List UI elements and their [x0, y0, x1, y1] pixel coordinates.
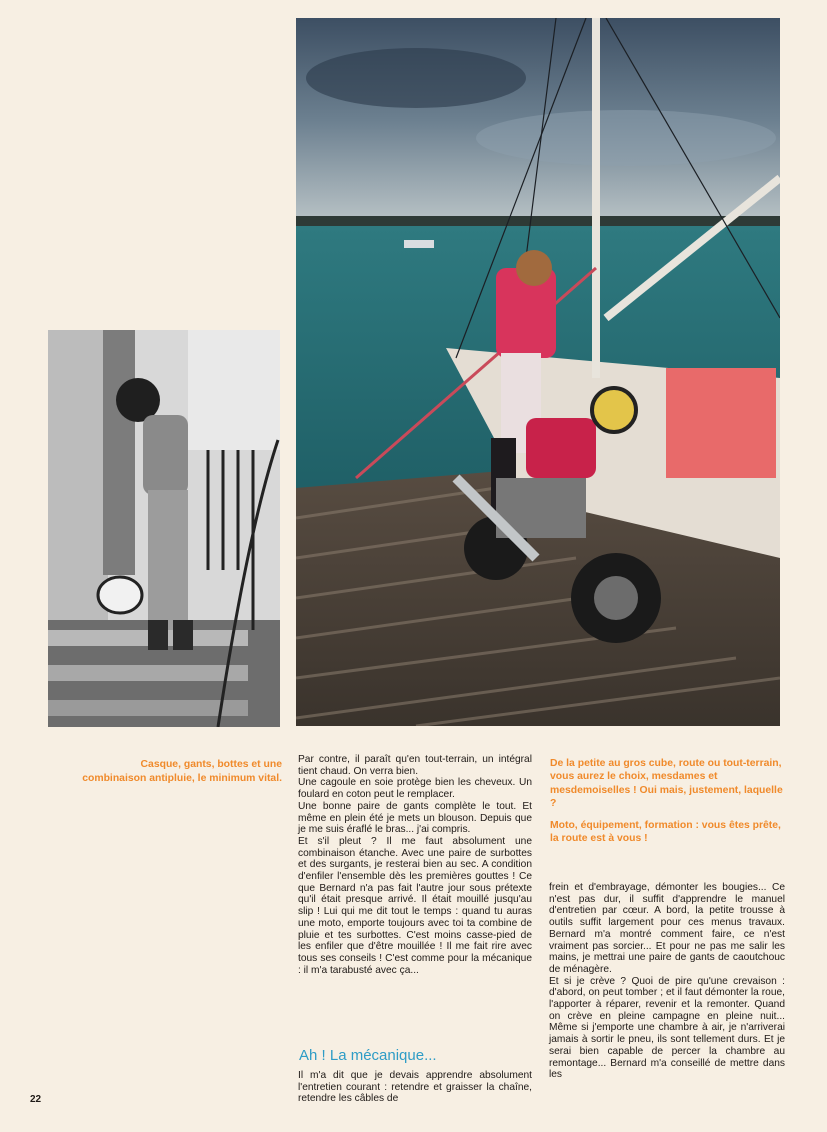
article-column-1 [298, 754, 532, 976]
tagline-text: Moto, équipement, formation : vous êtes prête, la route est à vous ! [550, 820, 781, 845]
paragraph: Par contre, il paraît qu'en tout-terrain, un intégral tient chaud. On verra bien. [298, 754, 532, 777]
paragraph: Et s'il pleut ? Il me faut absolument une combinaison étanche. Avec une paire de surbottes et des surgants, je resterai bien au sec. A condition d'enfiler l'ensemble dès les premières gouttes ! Ce que Bernard n'a pas fait l'autre jour sous prétexte qu'il était presque arrivé. Il était mouillé jusqu'au slip ! Lui qui me dit tout le temps : quand tu auras une moto, emporte toujours avec toi ta combine de pluie et tes surbottes. C'est moins casse-pied de les enfiler que d'être mouillée ! Il me fait rire avec tous ses conseils ! C'est comme pour la mécanique : il m'a tarabusté avec ça... [298, 835, 532, 976]
intro-text: De la petite au gros cube, route ou tout-terrain, vous aurez le choix, mesdames et mesdemoiselles ! Oui mais, justement, laquelle ? [550, 758, 783, 809]
paragraph: Il m'a dit que je devais apprendre absolument l'entretien courant : retendre et graisser la chaîne, retendre les câbles de [298, 1070, 532, 1105]
rider-on-steps-photo [48, 330, 280, 727]
article-column-2 [549, 882, 785, 1081]
section-heading: Ah ! La mécanique... [299, 1047, 437, 1064]
paragraph: Et si je crève ? Quoi de pire qu'une crevaison : d'abord, on peut tomber ; et il faut démonter la roue, l'apporter à réparer, revenir et la remonter. Quand on crève en pleine campagne en pleine nuit... Même si j'emporte une chambre à air, je n'arriverai jamais à sortir le pneu, ils sont tellement durs. Et je serai bien capable de percer la chambre au remontage... Bernard m'a conseillé de mettre dans les [549, 975, 785, 1081]
motorcycle-photo-illustration [296, 18, 780, 726]
paragraph: Une bonne paire de gants complète le tout. Et même en plein été je mets un blouson. Depuis que je me suis éraflé le bras... j'ai compris. [298, 800, 532, 836]
paragraph: Une cagoule en soie protège bien les cheveux. Un foulard en coton peut le remplacer. [298, 777, 532, 801]
photo-caption: Casque, gants, bottes et une combinaison antipluie, le minimum vital. [82, 759, 282, 784]
paragraph: frein et d'embrayage, démonter les bougies... Ce n'est pas dur, il suffit d'apprendre le manuel d'entretien par cœur. A bord, la petite trousse à outils suffit largement pour ces menus travaux. Bernard m'a montré comment faire, ce n'est vraiment pas sorcier... Et pour ne pas me salir les mains, je mettrai une paire de gants de caoutchouc de ménagère. [549, 882, 785, 975]
article-column-1-continued [298, 1070, 532, 1105]
intro-caption [550, 757, 790, 846]
motorcycle-on-pier-photo [296, 18, 780, 726]
rider-photo-illustration [48, 330, 280, 727]
page-number: 22 [30, 1094, 42, 1105]
